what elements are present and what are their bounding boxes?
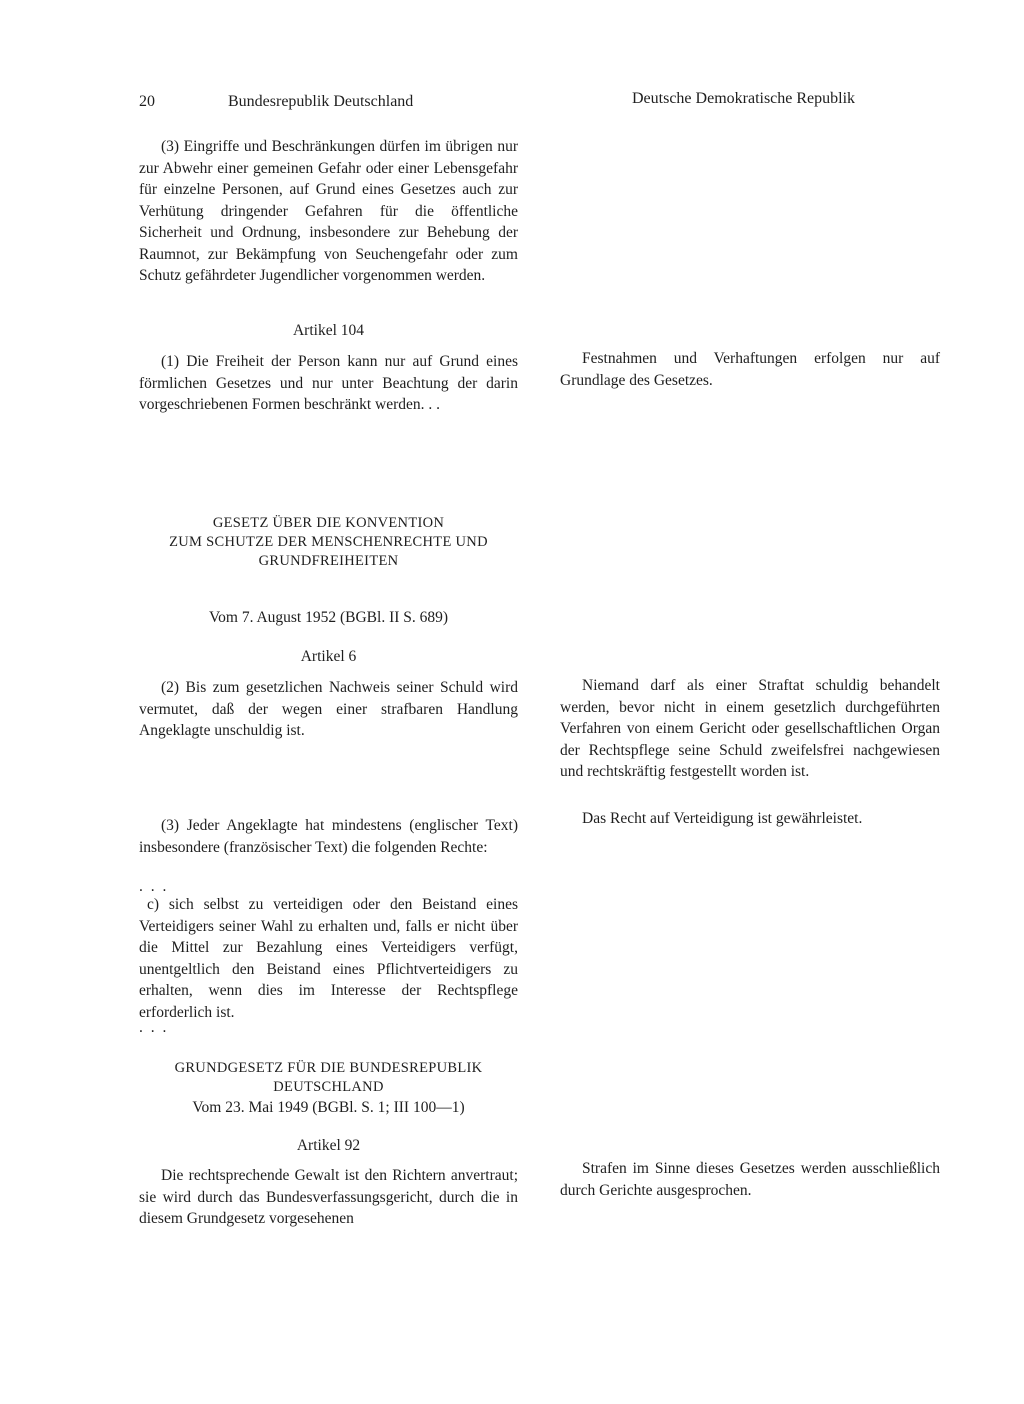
ellipsis: . . .	[139, 878, 169, 895]
article-92-heading: Artikel 92	[296, 1137, 361, 1154]
grundgesetz-title	[139, 1059, 518, 1097]
convention-law-title	[139, 514, 518, 571]
ddr-verteidigung-paragraph: Das Recht auf Verteidigung ist gewährleistet.	[582, 810, 863, 827]
ddr-strafen-paragraph: Strafen im Sinne dieses Gesetzes werden ausschließlich durch Gerichte ausgesprochen.	[560, 1160, 940, 1199]
ddr-niemand-paragraph: Niemand darf als einer Straftat schuldig behandelt werden, bevor nicht in einem gesetzlich durchgeführten Verfahren von einem Gericht oder gesellschaftlichen Organ der Rechtspflege seine Schuld zweifelsfrei nachgewiesen und rechtskräftig festgestellt worden ist.	[560, 677, 940, 780]
convention-law-title-line-3: GRUNDFREIHEITEN	[258, 553, 399, 569]
article-104-paragraph-1: (1) Die Freiheit der Person kann nur auf Grund eines förmlichen Gesetzes und nur unter Beachtung der darin vorgeschriebenen Formen beschränkt werden. . .	[139, 353, 518, 413]
article-6-heading: Artikel 6	[300, 648, 357, 665]
article-6-paragraph-2: (2) Bis zum gesetzlichen Nachweis seiner Schuld wird vermutet, daß der wegen einer strafbaren Handlung Angeklagte unschuldig ist.	[139, 679, 518, 739]
convention-law-title-line-2: ZUM SCHUTZE DER MENSCHENRECHTE UND	[169, 534, 488, 550]
page-number: 20	[139, 93, 155, 110]
right-column-title: Deutsche Demokratische Republik	[632, 90, 856, 107]
article-92-paragraph: Die rechtsprechende Gewalt ist den Richtern anvertraut; sie wird durch das Bundesverfassungsgericht, durch die in diesem Grundgesetz vorgesehenen	[139, 1167, 518, 1227]
grundgesetz-title-line-1: GRUNDGESETZ FÜR DIE BUNDESREPUBLIK	[174, 1060, 483, 1076]
article-103-paragraph-3: (3) Eingriffe und Beschränkungen dürfen im übrigen nur zur Abwehr einer gemeinen Gefahr oder einer Lebensgefahr für einzelne Personen, auf Grund eines Gesetzes auch zur Verhütung dringender Gefahren für die öffentliche Sicherheit und Ordnung, insbesondere zur Behebung der Raumnot, zur Bekämpfung von Seuchengefahr oder zum Schutz gefährdeter Jugendlicher vorgenommen werden.	[139, 138, 518, 284]
convention-law-date: Vom 7. August 1952 (BGBl. II S. 689)	[208, 609, 449, 626]
article-104-heading: Artikel 104	[292, 322, 365, 339]
grundgesetz-title-line-2: DEUTSCHLAND	[273, 1079, 384, 1095]
grundgesetz-date: Vom 23. Mai 1949 (BGBl. S. 1; III 100—1)	[192, 1099, 465, 1116]
ellipsis: . . .	[139, 1019, 169, 1036]
left-column-title: Bundesrepublik Deutschland	[228, 93, 414, 110]
article-6-paragraph-3c: c) sich selbst zu verteidigen oder den Beistand eines Verteidigers seiner Wahl zu erhalten und, falls er nicht über die Mittel zur Bezahlung eines Verteidigers verfügt, unentgeltlich den Beistand eines Pflichtverteidigers zu erhalten, wenn dies im Interesse der Rechtspflege erforderlich ist.	[139, 896, 518, 1021]
ddr-festnahmen-paragraph: Festnahmen und Verhaftungen erfolgen nur auf Grundlage des Gesetzes.	[560, 350, 940, 389]
article-6-paragraph-3: (3) Jeder Angeklagte hat mindestens (englischer Text) insbesondere (französischer Text) die folgenden Rechte:	[139, 817, 518, 856]
convention-law-title-line-1: GESETZ ÜBER DIE KONVENTION	[212, 515, 445, 531]
